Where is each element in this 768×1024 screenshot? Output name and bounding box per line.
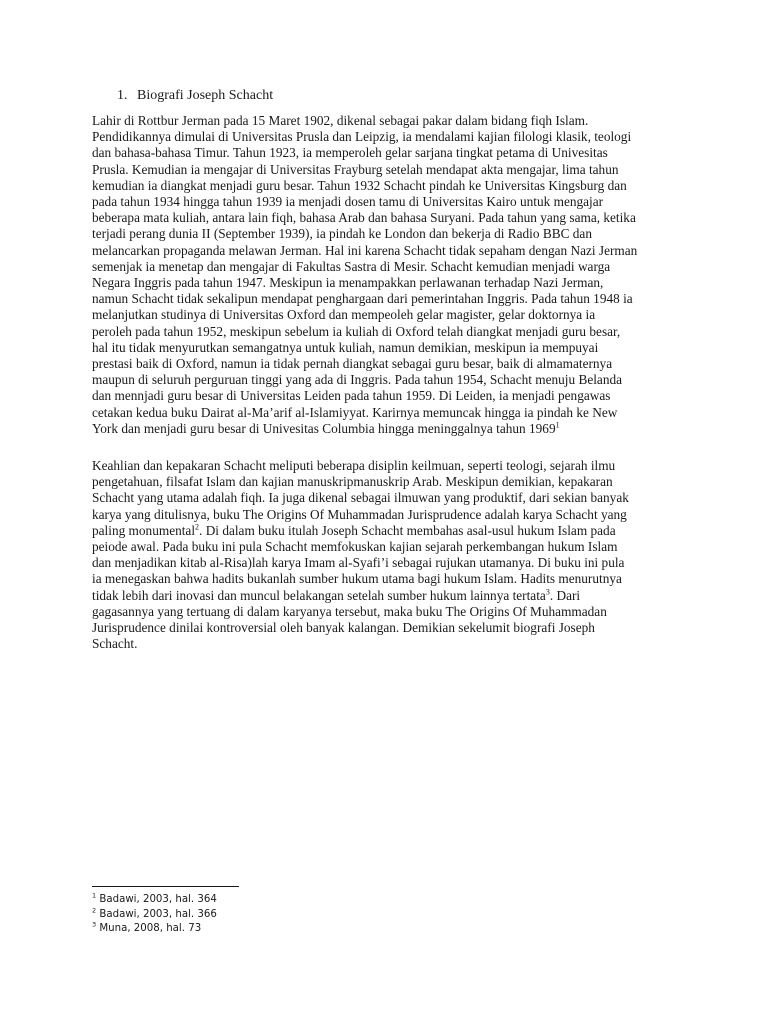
footnote-ref-3: 3 xyxy=(545,587,550,597)
paragraph-biography xyxy=(92,113,682,437)
heading-title: Biografi Joseph Schacht xyxy=(137,88,274,103)
text-line: Jurisprudence dinilai kontroversial oleh banyak kalangan. Demikian sekelumit biografi Joseph xyxy=(92,620,595,636)
text-line-content: York dan menjadi guru besar di Univesitas Columbia hingga meninggalnya tahun 1969 xyxy=(92,420,556,436)
text-line: dan mennjadi guru besar di Universitas Leiden pada tahun 1959. Di Leiden, ia menjadi pengawas xyxy=(92,388,611,404)
footnote-text: Badawi, 2003, hal. 364 xyxy=(96,894,217,905)
text-line: gagasannya yang tertuang di dalam karyanya tersebut, maka buku The Origins Of Muhammadan xyxy=(92,603,607,619)
footnotes xyxy=(92,893,217,937)
text-line-content: paling monumental xyxy=(92,522,196,538)
text-line: Negara Inggris pada tahun 1947. Meskipun ia menampakkan perlawanan terhadap Nazi Jerman, xyxy=(92,275,604,291)
footnote-ref-2: 2 xyxy=(195,522,200,532)
text-line: maupun di seluruh perguruan tinggi yang ada di Inggris. Pada tahun 1954, Schacht menuju Belanda xyxy=(92,372,623,388)
text-line: ia menegaskan bahwa hadits bukanlah sumber hukum utama bagi hukum Islam. Hadits menurutnya xyxy=(92,571,622,587)
text-line-content: . Di dalam buku itulah Joseph Schacht membahas asal-usul hukum Islam pada xyxy=(199,522,616,538)
text-line: melanjutkan studinya di Universitas Oxford dan mempeoleh gelar magister, gelar doktornya ia xyxy=(92,307,596,323)
text-line xyxy=(92,421,682,437)
footnote-ref-1: 1 xyxy=(555,420,560,430)
text-line: semenjak ia menetap dan mengajar di Fakultas Sastra di Mesir. Schacht kemudian menjadi warga xyxy=(92,258,611,274)
text-line: peiode awal. Pada buku ini pula Schacht memfokuskan kajian sejarah perkembangan hukum Islam xyxy=(92,539,618,555)
text-line: terjadi perang dunia II (September 1939), ia pindah ke London dan bekerja di Radio BBC dan xyxy=(92,226,592,242)
footnote-separator xyxy=(92,886,239,887)
text-line: hal itu tidak menyurutkan semangatnya untuk kuliah, namun demikian, meskipun ia mempuyai xyxy=(92,339,599,355)
text-line: karya yang ditulisnya, buku The Origins Of Muhammadan Jurisprudence adalah karya Schacht yang xyxy=(92,506,627,522)
footnote-number: 1 xyxy=(92,891,97,900)
footnote-number: 3 xyxy=(92,920,97,929)
text-line: prestasi baik di Oxford, namun ia tidak pernah diangkat sebagai guru besar, baik di almamaternya xyxy=(92,356,613,372)
text-line: Schacht. xyxy=(92,636,138,652)
text-line: pengetahuan, filsafat Islam dan kajian manuskripmanuskrip Arab. Meskipun demikian, kepakaran xyxy=(92,474,613,490)
section-heading xyxy=(117,88,273,104)
footnote-text: Badawi, 2003, hal. 366 xyxy=(96,908,217,920)
footnote-3 xyxy=(92,922,217,937)
text-line: cetakan kedua buku Dairat al-Ma’arif al-Islamiyyat. Karirnya memuncak hingga ia pindah ke New xyxy=(92,404,618,420)
heading-number: 1. xyxy=(117,88,128,103)
text-line: Pendidikannya dimulai di Universitas Prusla dan Leipzig, ia mendalami kajian filologi klasik, teologi xyxy=(92,129,632,145)
text-line xyxy=(92,523,682,539)
footnote-1 xyxy=(92,893,217,908)
text-line: dan bahasa-bahasa Timur. Tahun 1923, ia memperoleh gelar sarjana tingkat petama di Univesitas xyxy=(92,145,608,161)
text-line: beberapa mata kuliah, antara lain fiqh, bahasa Arab dan bahasa Suryani. Pada tahun yang sama, ketika xyxy=(92,210,636,226)
text-line: Schacht yang utama adalah fiqh. Ia juga dikenal sebagai ilmuwan yang produktif, dari sekian banyak xyxy=(92,490,629,506)
footnote-2 xyxy=(92,908,217,923)
text-line: Keahlian dan kepakaran Schacht meliputi beberapa disiplin keilmuan, seperti teologi, sejarah ilmu xyxy=(92,458,616,473)
text-line: kemudian ia diangkat menjadi guru besar. Tahun 1932 Schacht pindah ke Universitas Kingsburg dan xyxy=(92,177,627,193)
text-line: pada tahun 1934 hingga tahun 1939 ia menjadi dosen tamu di Universitas Kairo untuk mengajar xyxy=(92,194,604,210)
text-line-content: tidak lebih dari inovasi dan muncul belakangan setelah sumber hukum lainnya tertata xyxy=(92,587,546,603)
text-line: Prusla. Kemudian ia mengajar di Universitas Frayburg setelah mendapat akta mengajar, lima tahun xyxy=(92,161,619,177)
text-line: melancarkan propaganda melawan Jerman. Hal ini karena Schacht tidak sepaham dengan Nazi Jerman xyxy=(92,242,638,258)
text-line: dan menjadikan kitab al-Risa)lah karya Imam al-Syafi’i sebagai rujukan utamanya. Di buku ini pula xyxy=(92,555,625,571)
text-line xyxy=(92,588,682,604)
footnote-text: Muna, 2008, hal. 73 xyxy=(96,923,202,934)
paragraph-expertise xyxy=(92,458,682,652)
text-line-content: . Dari xyxy=(549,587,581,603)
text-line: peroleh pada tahun 1952, meskipun sebelum ia kuliah di Oxford telah diangkat menjadi guru besar, xyxy=(92,323,621,339)
text-line: Lahir di Rottbur Jerman pada 15 Maret 1902, dikenal sebagai pakar dalam bidang fiqh Islam. xyxy=(92,113,589,128)
footnote-number: 2 xyxy=(92,906,97,915)
text-line: namun Schacht tidak sekalipun mendapat penghargaan dari pemerintahan Inggris. Pada tahun 1948 ia xyxy=(92,291,633,307)
